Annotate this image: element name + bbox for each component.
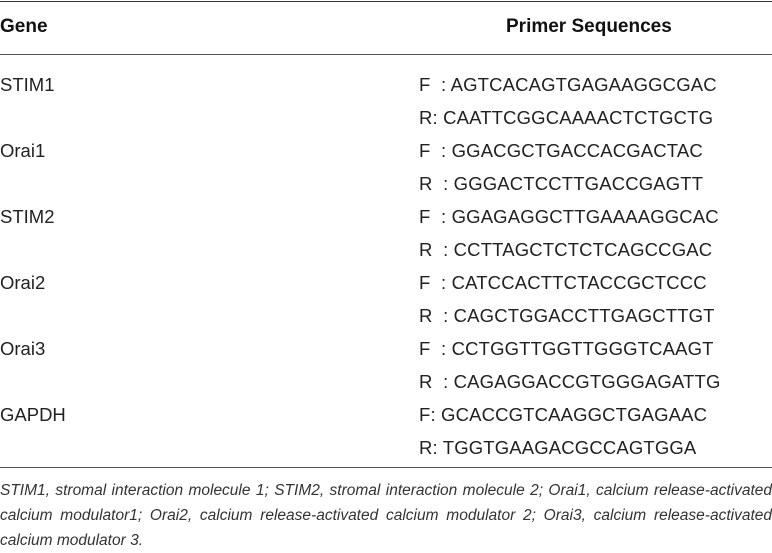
table-footnote: STIM1, stromal interaction molecule 1; STIM2, stromal interaction molecule 2; Orai1, calcium release-activated calcium modulator1; Orai2, calcium release-activated calcium modulator 2; Orai3, calcium release-activated calcium modulator 3. [0,482,772,549]
sequence-cell: R : CAGCTGGACCTTGAGCTTGT [419,305,715,326]
sequence-cell: R : CAGAGGACCGTGGGAGATTG [419,371,721,392]
header-primer-sequences: Primer Sequences [506,16,672,37]
gene-cell: STIM1 [0,74,55,95]
gene-cell: Orai3 [0,338,46,359]
table-bottom-rule [0,467,772,468]
sequence-cell: F : CCTGGTTGGTTGGGTCAAGT [419,338,714,359]
table-row [0,233,772,266]
header-gene: Gene [0,16,48,37]
gene-cell: GAPDH [0,404,66,425]
table-row [0,398,772,431]
table-row [0,365,772,398]
table-row [0,134,772,167]
sequence-cell: F : AGTCACAGTGAGAAGGCGAC [419,74,717,95]
sequence-cell: R : CCTTAGCTCTCTCAGCCGAC [419,239,713,260]
sequence-cell: R : GGGACTCCTTGACCGAGTT [419,173,704,194]
sequence-cell: R: CAATTCGGCAAAACTCTGCTG [419,107,714,128]
gene-cell: STIM2 [0,206,55,227]
gene-cell: Orai2 [0,272,46,293]
table-row [0,167,772,200]
sequence-cell: F: GCACCGTCAAGGCTGAGAAC [419,404,708,425]
header-rule [0,54,772,55]
table-body [0,68,772,464]
table-row [0,299,772,332]
table-top-rule [0,1,772,2]
table-row [0,431,772,464]
gene-cell: Orai1 [0,140,46,161]
table-row [0,266,772,299]
sequence-cell: R: TGGTGAAGACGCCAGTGGA [419,437,697,458]
table-row [0,68,772,101]
sequence-cell: F : CATCCACTTCTACCGCTCCC [419,272,707,293]
sequence-cell: F : GGAGAGGCTTGAAAAGGCAC [419,206,719,227]
table-row [0,332,772,365]
sequence-cell: F : GGACGCTGACCACGACTAC [419,140,703,161]
table-row [0,200,772,233]
table-row [0,101,772,134]
